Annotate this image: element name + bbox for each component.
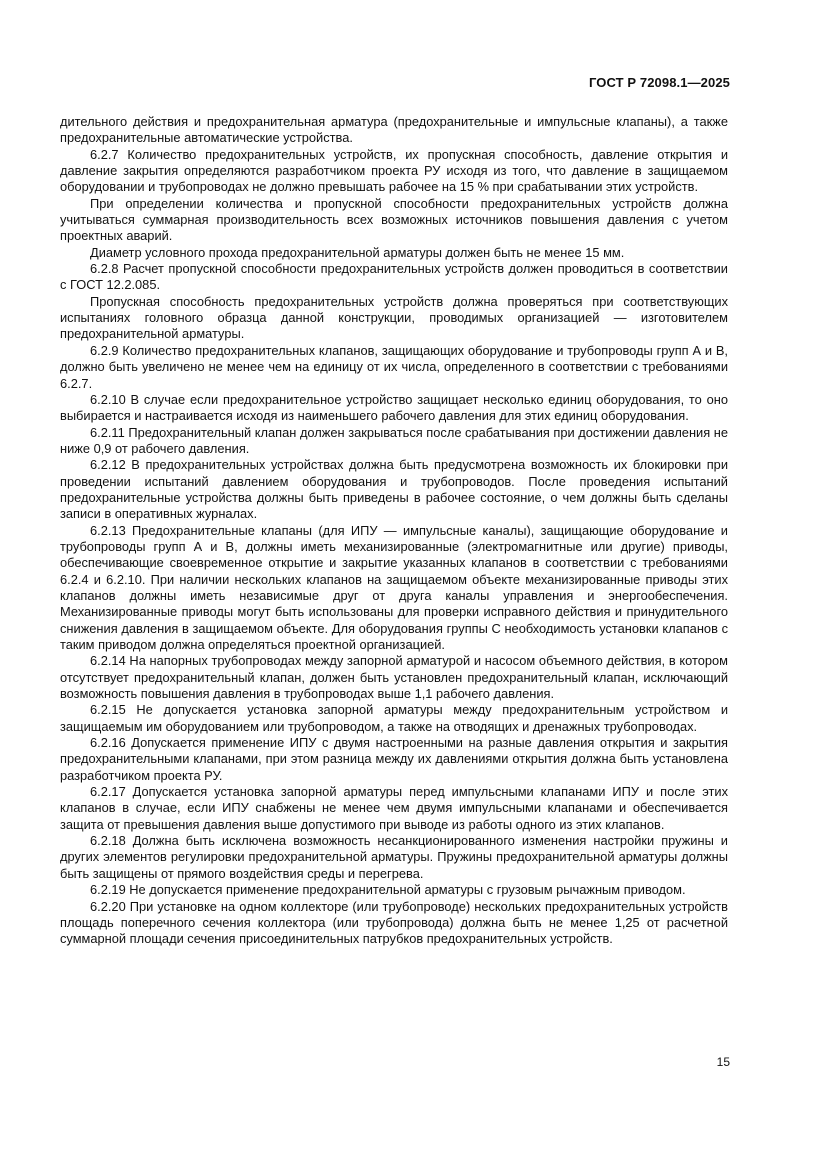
paragraph-6-2-14: 6.2.14 На напорных трубопроводах между запорной арматурой и насосом объемного действия, в котором отсутствует предохранительный клапан, должен быть установлен предохранительный клапан, исключающий возможность повышения давления в трубопроводах выше 1,1 рабочего давления. — [60, 653, 728, 702]
document-body — [60, 114, 728, 948]
paragraph-6-2-13: 6.2.13 Предохранительные клапаны (для ИПУ — импульсные каналы), защищающие оборудование и трубопроводы групп А и В, должны иметь механизированные (электромагнитные или другие) приводы, обеспечивающие своевременное открытие и закрытие указанных клапанов в соответствии с требованиями 6.2.4 и 6.2.10. При наличии нескольких клапанов на защищаемом объекте механизированные приводы этих клапанов должны иметь независимые друг от друга каналы управления и энергообеспечения. Механизированные приводы могут быть использованы для проверки исправного действия и принудительного снижения давления в защищаемом объекте. Для оборудования группы С необходимость установки клапанов с таким приводом должна определяться проектной организацией. — [60, 522, 728, 652]
paragraph-6-2-15: 6.2.15 Не допускается установка запорной арматуры между предохранительным устройством и защищаемым им оборудованием или трубопроводом, а также на отводящих и дренажных трубопроводах. — [60, 702, 728, 734]
paragraph-continuation: дительного действия и предохранительная арматура (предохранительные и импульсные клапаны), а также предохранительные автоматические устройства. — [60, 114, 728, 146]
paragraph-6-2-7-count: При определении количества и пропускной способности предохранительных устройств должна учитываться суммарная производительность всех возможных источников повышения давления с учетом проектных аварий. — [60, 195, 728, 244]
paragraph-6-2-7: 6.2.7 Количество предохранительных устройств, их пропускная способность, давление открытия и давление закрытия определяются разработчиком проекта РУ исходя из того, что давление в защищаемом оборудовании и трубопроводах не должно превышать рабочее на 15 % при срабатывании этих устройств. — [60, 146, 728, 195]
paragraph-6-2-19: 6.2.19 Не допускается применение предохранительной арматуры с грузовым рычажным приводом. — [90, 882, 686, 898]
paragraph-6-2-7-diameter: Диаметр условного прохода предохранительной арматуры должен быть не менее 15 мм. — [90, 244, 625, 260]
paragraph-6-2-17: 6.2.17 Допускается установка запорной арматуры перед импульсными клапанами ИПУ и после этих клапанов в случае, если ИПУ снабжены не менее чем двумя импульсными клапанами и обеспечивается защита от превышения давления выше допустимого при выводе из работы одного из этих клапанов. — [60, 784, 728, 832]
paragraph-6-2-16: 6.2.16 Допускается применение ИПУ с двумя настроенными на разные давления открытия и закрытия предохранительными клапанами, при этом разница между их давлениями открытия должна быть установлена разработчиком проекта РУ. — [60, 735, 728, 783]
paragraph-6-2-9: 6.2.9 Количество предохранительных клапанов, защищающих оборудование и трубопроводы групп А и В, должно быть увеличено не менее чем на единицу от их числа, определенного в соответствии с требованиями 6.2.7. — [60, 342, 728, 391]
paragraph-6-2-8-capacity: Пропускная способность предохранительных устройств должна проверяться при соответствующих испытаниях головного образца данной конструкции, проводимых организацией — изготовителем предохранительной арматуры. — [60, 293, 728, 342]
paragraph-6-2-11: 6.2.11 Предохранительный клапан должен закрываться после срабатывания при достижении давления не ниже 0,9 от рабочего давления. — [60, 424, 728, 456]
page-number: 15 — [716, 1055, 730, 1069]
paragraph-6-2-12: 6.2.12 В предохранительных устройствах должна быть предусмотрена возможность их блокировки при проведении испытаний давлением оборудования и трубопроводов. После проведения испытаний предохранительные устройства должны быть приведены в рабочее состояние, о чем должны быть сделаны записи в оперативных журналах. — [60, 457, 728, 522]
paragraph-6-2-18: 6.2.18 Должна быть исключена возможность несанкционированного изменения настройки пружины и других элементов регулировки предохранительной арматуры. Пружины предохранительной арматуры должны быть защищены от прямого воздействия среды и перегрева. — [60, 833, 728, 881]
page-header-standard-code: ГОСТ Р 72098.1—2025 — [588, 75, 730, 90]
paragraph-6-2-20: 6.2.20 При установке на одном коллекторе (или трубопроводе) нескольких предохранительных устройств площадь поперечного сечения коллектора (или трубопровода) должна быть не менее 1,25 от расчетной суммарной площади сечения присоединительных патрубков предохранительных устройств. — [60, 898, 728, 947]
paragraph-6-2-10: 6.2.10 В случае если предохранительное устройство защищает несколько единиц оборудования, то оно выбирается и настраивается исходя из наименьшего рабочего давления для этих единиц оборудования. — [60, 391, 728, 424]
paragraph-6-2-8: 6.2.8 Расчет пропускной способности предохранительных устройств должен проводиться в соответствии с ГОСТ 12.2.085. — [60, 261, 728, 293]
